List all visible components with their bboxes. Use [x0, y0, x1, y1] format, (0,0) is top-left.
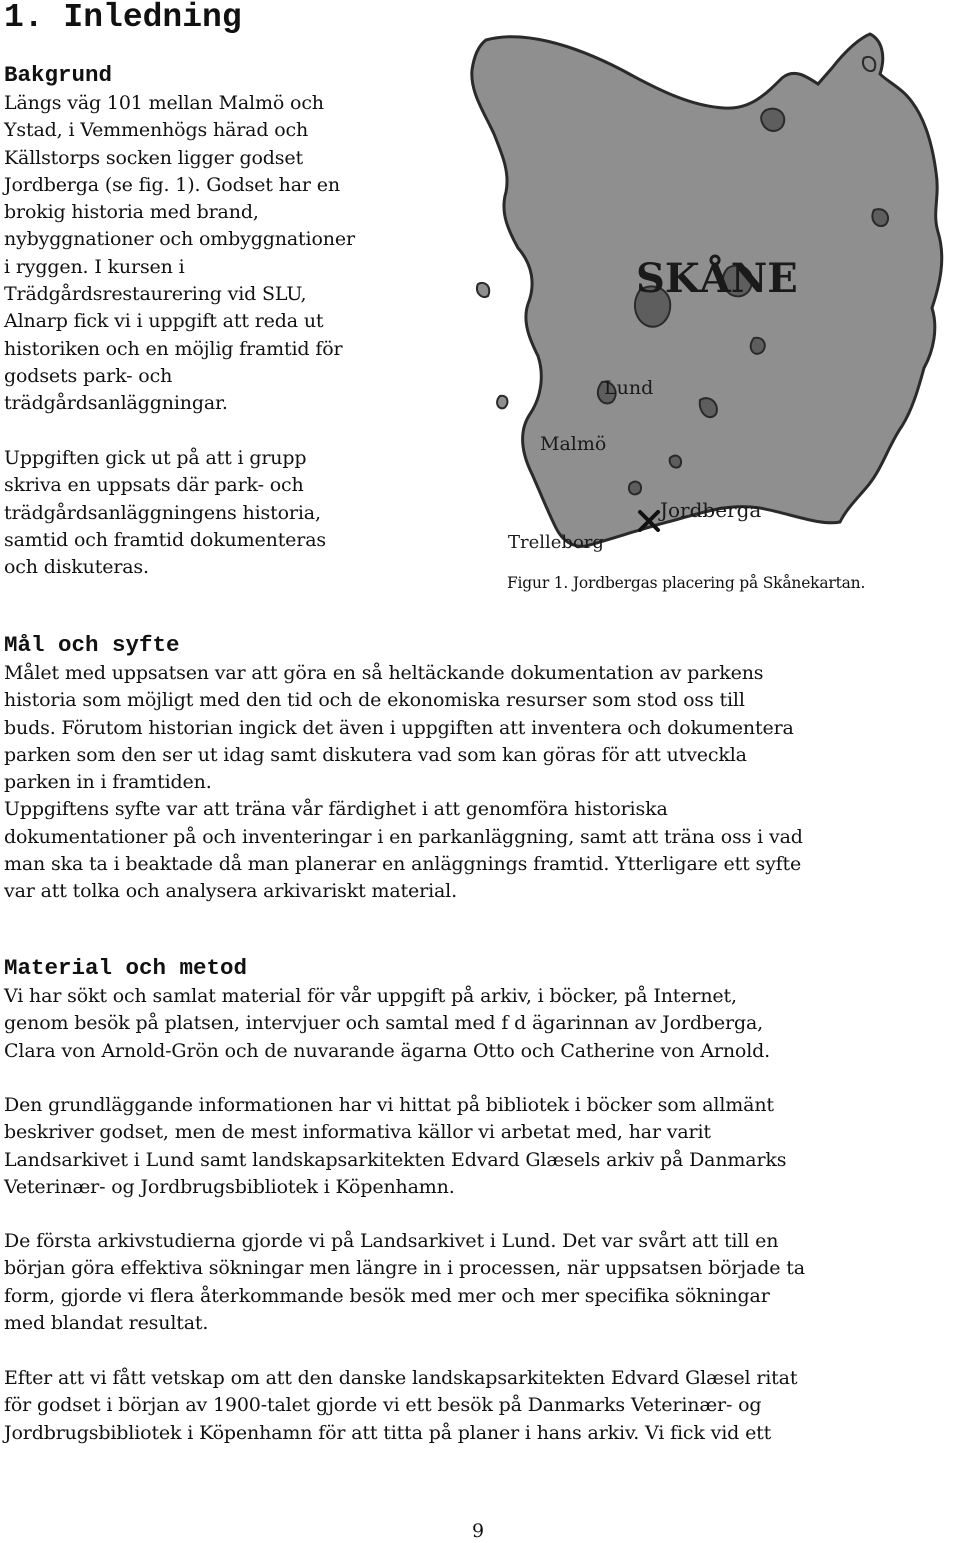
text-line: parken som den ser ut idag samt diskutera vad som kan göras för att utveckla — [4, 743, 747, 766]
heading-mal-och-syfte: Mål och syfte — [4, 632, 180, 658]
lake-8 — [670, 456, 681, 468]
map-label-jordberga: Jordberga — [660, 498, 762, 522]
text-line: Målet med uppsatsen var att göra en så heltäckande dokumentation av parkens — [4, 662, 764, 684]
map-label-lund: Lund — [604, 377, 654, 399]
map-label-malmo: Malmö — [540, 433, 607, 455]
text-line: Den grundläggande informationen har vi hittat på bibliotek i böcker som allmänt — [4, 1094, 774, 1116]
text-line: buds. Förutom historian ingick det även i uppgiften att inventera och dokumentera — [4, 716, 794, 739]
text-line: och diskuteras. — [4, 556, 149, 579]
heading-bakgrund: Bakgrund — [4, 62, 113, 88]
text-line: Veterinær- og Jordbrugsbibliotek i Köpenhamn. — [4, 1175, 455, 1198]
paragraph-background-2 — [4, 445, 326, 581]
island-3 — [863, 57, 875, 71]
island-2 — [497, 396, 507, 409]
text-line: trädgårdsanläggningens historia, — [4, 501, 321, 524]
text-line: Efter att vi fått vetskap om att den danske landskapsarkitekten Edvard Glæsel ritat — [4, 1367, 798, 1389]
heading-material-och-metod: Material och metod — [4, 955, 248, 981]
text-line: början göra effektiva sökningar men längre in i processen, när uppsatsen började ta — [4, 1257, 805, 1280]
text-line: Vi har sökt och samlat material för vår uppgift på arkiv, i böcker, på Internet, — [4, 985, 737, 1007]
text-line: beskriver godset, men de mest informativa källor vi arbetat med, har varit — [4, 1121, 711, 1144]
text-line: Längs väg 101 mellan Malmö och — [4, 92, 324, 114]
map-label-trelleborg: Trelleborg — [508, 532, 604, 553]
text-line: man ska ta i beaktade då man planerar en anläggnings framtid. Ytterligare ett syfte — [4, 853, 802, 876]
text-line: parken in i framtiden. — [4, 771, 212, 794]
paragraph-aim — [4, 660, 803, 906]
text-line: form, gjorde vi flera återkommande besök med mer och mer specifika sökningar — [4, 1284, 770, 1307]
text-line: i ryggen. I kursen i — [4, 255, 185, 278]
text-line: godsets park- och — [4, 364, 173, 387]
text-line: för godset i början av 1900-talet gjorde vi ett besök på Danmarks Veterinær- og — [4, 1394, 762, 1417]
text-line: historia som möjligt med den tid och de ekonomiska resurser som stod oss till — [4, 689, 745, 712]
text-line: Trädgårdsrestaurering vid SLU, — [4, 283, 307, 306]
text-line: Jordberga (se fig. 1). Godset har en — [4, 173, 340, 196]
paragraph-method-3 — [4, 1228, 805, 1337]
lake-4 — [751, 338, 765, 354]
text-line: historiken och en möjlig framtid för — [4, 337, 343, 360]
map-label-region: SKÅNE — [636, 255, 798, 302]
text-line: De första arkivstudierna gjorde vi på Landsarkivet i Lund. Det var svårt att till en — [4, 1230, 779, 1252]
lake-9 — [629, 482, 641, 495]
text-line: Landsarkivet i Lund samt landskapsarkitekten Edvard Glæsels arkiv på Danmarks — [4, 1148, 787, 1171]
figure-caption: Figur 1. Jordbergas placering på Skånekartan. — [507, 574, 866, 592]
text-line: Uppgiftens syfte var att träna vår färdighet i att genomföra historiska — [4, 798, 668, 821]
text-line: Jordbrugsbibliotek i Köpenhamn för att titta på planer i hans arkiv. Vi fick vid ett — [4, 1421, 772, 1444]
text-line: genom besök på platsen, intervjuer och samtal med f d ägarinnan av Jordberga, — [4, 1012, 764, 1035]
text-line: skriva en uppsats där park- och — [4, 474, 304, 497]
text-line: Clara von Arnold-Grön och de nuvarande ägarna Otto och Catherine von Arnold. — [4, 1039, 771, 1062]
text-line: Källstorps socken ligger godset — [4, 146, 303, 169]
chapter-title: 1. Inledning — [4, 0, 242, 36]
text-line: var att tolka och analysera arkivariskt material. — [4, 880, 457, 903]
paragraph-method-2 — [4, 1092, 786, 1201]
text-line: Alnarp fick vi i uppgift att reda ut — [4, 310, 324, 333]
lake-7 — [872, 209, 888, 226]
text-line: Uppgiften gick ut på att i grupp — [4, 447, 307, 469]
page-number: 9 — [472, 1520, 485, 1542]
text-line: samtid och framtid dokumenteras — [4, 528, 326, 551]
text-line: Ystad, i Vemmenhögs härad och — [4, 119, 309, 142]
text-line: trädgårdsanläggningar. — [4, 392, 228, 415]
paragraph-background-1 — [4, 90, 355, 418]
text-line: dokumentationer på och inventeringar i en parkanläggning, samt att träna oss i vad — [4, 825, 803, 848]
lake-3 — [761, 109, 784, 131]
text-line: brokig historia med brand, — [4, 201, 259, 224]
paragraph-method-4 — [4, 1365, 797, 1447]
paragraph-method-1 — [4, 983, 770, 1065]
island-1 — [477, 283, 489, 297]
skane-map — [462, 22, 960, 570]
text-line: nybyggnationer och ombyggnationer — [4, 228, 355, 251]
text-line: med blandat resultat. — [4, 1311, 209, 1334]
